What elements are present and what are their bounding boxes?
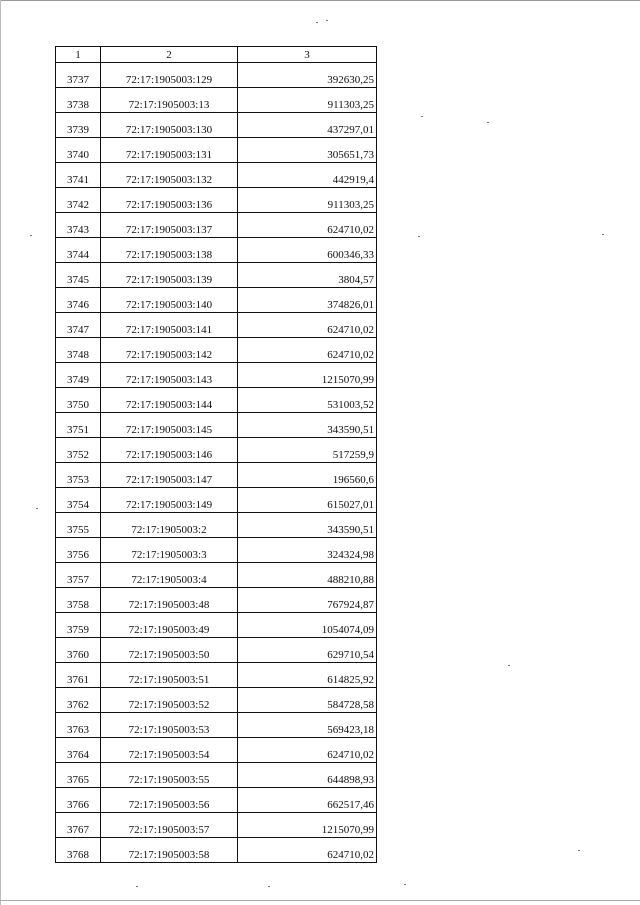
table-row	[56, 638, 377, 663]
cadastral-number: 72:17:1905003:48	[101, 588, 238, 613]
cadastral-number: 72:17:1905003:132	[101, 163, 238, 188]
cadastral-number: 72:17:1905003:136	[101, 188, 238, 213]
row-number: 3744	[56, 238, 101, 263]
table-row	[56, 688, 377, 713]
scan-edge-top	[0, 0, 640, 1]
table-row	[56, 188, 377, 213]
scan-speck	[268, 886, 270, 887]
row-number: 3762	[56, 688, 101, 713]
row-number: 3738	[56, 88, 101, 113]
table-row	[56, 663, 377, 688]
cadastral-number: 72:17:1905003:145	[101, 413, 238, 438]
column-header-cadastral: 2	[101, 47, 238, 63]
table-row	[56, 738, 377, 763]
row-number: 3747	[56, 313, 101, 338]
scan-edge-bottom	[0, 900, 640, 901]
cadastral-number: 72:17:1905003:141	[101, 313, 238, 338]
row-number: 3768	[56, 838, 101, 863]
cadastral-number: 72:17:1905003:147	[101, 463, 238, 488]
cadastral-value: 615027,01	[238, 488, 377, 513]
table-row	[56, 388, 377, 413]
table-row	[56, 63, 377, 88]
scan-speck	[602, 234, 604, 235]
cadastral-value: 624710,02	[238, 738, 377, 763]
row-number: 3755	[56, 513, 101, 538]
cadastral-value: 1215070,99	[238, 813, 377, 838]
scan-speck	[30, 235, 32, 236]
cadastral-number: 72:17:1905003:140	[101, 288, 238, 313]
cadastral-value: 624710,02	[238, 838, 377, 863]
cadastral-value: 1054074,09	[238, 613, 377, 638]
table-row	[56, 313, 377, 338]
cadastral-value-table	[55, 46, 377, 863]
row-number: 3741	[56, 163, 101, 188]
scan-speck	[508, 665, 510, 666]
table-row	[56, 238, 377, 263]
scan-speck	[326, 20, 328, 21]
scan-speck	[404, 884, 406, 885]
table-row	[56, 788, 377, 813]
cadastral-number: 72:17:1905003:146	[101, 438, 238, 463]
cadastral-number: 72:17:1905003:51	[101, 663, 238, 688]
cadastral-number: 72:17:1905003:56	[101, 788, 238, 813]
table-row	[56, 338, 377, 363]
cadastral-value: 1215070,99	[238, 363, 377, 388]
column-header-value: 3	[238, 47, 377, 63]
table-row	[56, 363, 377, 388]
cadastral-number: 72:17:1905003:143	[101, 363, 238, 388]
cadastral-value: 644898,93	[238, 763, 377, 788]
cadastral-number: 72:17:1905003:144	[101, 388, 238, 413]
table-row	[56, 163, 377, 188]
cadastral-value: 614825,92	[238, 663, 377, 688]
cadastral-number: 72:17:1905003:52	[101, 688, 238, 713]
cadastral-value: 343590,51	[238, 413, 377, 438]
cadastral-value: 3804,57	[238, 263, 377, 288]
row-number: 3766	[56, 788, 101, 813]
row-number: 3752	[56, 438, 101, 463]
cadastral-value: 911303,25	[238, 88, 377, 113]
table-row	[56, 263, 377, 288]
cadastral-number: 72:17:1905003:3	[101, 538, 238, 563]
row-number: 3754	[56, 488, 101, 513]
cadastral-value: 584728,58	[238, 688, 377, 713]
row-number: 3753	[56, 463, 101, 488]
cadastral-number: 72:17:1905003:149	[101, 488, 238, 513]
table-row	[56, 438, 377, 463]
cadastral-value: 662517,46	[238, 788, 377, 813]
scan-speck	[487, 122, 489, 123]
table-row	[56, 563, 377, 588]
scan-speck	[418, 236, 420, 237]
cadastral-value: 767924,87	[238, 588, 377, 613]
cadastral-value: 343590,51	[238, 513, 377, 538]
table-row	[56, 288, 377, 313]
cadastral-number: 72:17:1905003:137	[101, 213, 238, 238]
row-number: 3767	[56, 813, 101, 838]
row-number: 3759	[56, 613, 101, 638]
cadastral-value: 600346,33	[238, 238, 377, 263]
cadastral-value: 624710,02	[238, 313, 377, 338]
row-number: 3737	[56, 63, 101, 88]
cadastral-number: 72:17:1905003:142	[101, 338, 238, 363]
table-row	[56, 713, 377, 738]
scan-speck	[316, 22, 318, 23]
cadastral-value: 488210,88	[238, 563, 377, 588]
cadastral-value: 442919,4	[238, 163, 377, 188]
row-number: 3757	[56, 563, 101, 588]
table-row	[56, 613, 377, 638]
scan-speck	[36, 508, 38, 509]
table-row	[56, 513, 377, 538]
row-number: 3743	[56, 213, 101, 238]
row-number: 3742	[56, 188, 101, 213]
cadastral-number: 72:17:1905003:13	[101, 88, 238, 113]
row-number: 3765	[56, 763, 101, 788]
cadastral-number: 72:17:1905003:130	[101, 113, 238, 138]
row-number: 3760	[56, 638, 101, 663]
cadastral-value: 911303,25	[238, 188, 377, 213]
table-row	[56, 588, 377, 613]
table-row	[56, 488, 377, 513]
cadastral-number: 72:17:1905003:49	[101, 613, 238, 638]
cadastral-value: 517259,9	[238, 438, 377, 463]
row-number: 3745	[56, 263, 101, 288]
row-number: 3763	[56, 713, 101, 738]
cadastral-value: 624710,02	[238, 213, 377, 238]
table-row	[56, 538, 377, 563]
cadastral-value: 569423,18	[238, 713, 377, 738]
cadastral-value: 374826,01	[238, 288, 377, 313]
cadastral-value: 531003,52	[238, 388, 377, 413]
row-number: 3746	[56, 288, 101, 313]
cadastral-number: 72:17:1905003:50	[101, 638, 238, 663]
cadastral-number: 72:17:1905003:4	[101, 563, 238, 588]
table-row	[56, 763, 377, 788]
table-row	[56, 113, 377, 138]
cadastral-number: 72:17:1905003:58	[101, 838, 238, 863]
cadastral-number: 72:17:1905003:138	[101, 238, 238, 263]
cadastral-number: 72:17:1905003:55	[101, 763, 238, 788]
table-row	[56, 413, 377, 438]
cadastral-number: 72:17:1905003:2	[101, 513, 238, 538]
row-number: 3751	[56, 413, 101, 438]
table-row	[56, 138, 377, 163]
cadastral-number: 72:17:1905003:129	[101, 63, 238, 88]
cadastral-value: 624710,02	[238, 338, 377, 363]
cadastral-value: 437297,01	[238, 113, 377, 138]
row-number: 3739	[56, 113, 101, 138]
table-row	[56, 88, 377, 113]
cadastral-value: 305651,73	[238, 138, 377, 163]
cadastral-number: 72:17:1905003:57	[101, 813, 238, 838]
table-row	[56, 838, 377, 863]
row-number: 3761	[56, 663, 101, 688]
cadastral-number: 72:17:1905003:54	[101, 738, 238, 763]
column-header-number: 1	[56, 47, 101, 63]
cadastral-value: 629710,54	[238, 638, 377, 663]
table-row	[56, 213, 377, 238]
scan-speck	[421, 116, 423, 117]
scan-speck	[136, 886, 138, 887]
cadastral-number: 72:17:1905003:139	[101, 263, 238, 288]
table-row	[56, 813, 377, 838]
cadastral-number: 72:17:1905003:131	[101, 138, 238, 163]
scan-speck	[578, 850, 580, 851]
cadastral-number: 72:17:1905003:53	[101, 713, 238, 738]
table-row	[56, 463, 377, 488]
row-number: 3740	[56, 138, 101, 163]
row-number: 3764	[56, 738, 101, 763]
header-row	[56, 47, 377, 63]
cadastral-value: 324324,98	[238, 538, 377, 563]
row-number: 3756	[56, 538, 101, 563]
row-number: 3748	[56, 338, 101, 363]
cadastral-value: 196560,6	[238, 463, 377, 488]
scan-edge-left	[0, 0, 1, 905]
cadastral-value: 392630,25	[238, 63, 377, 88]
row-number: 3758	[56, 588, 101, 613]
row-number: 3750	[56, 388, 101, 413]
row-number: 3749	[56, 363, 101, 388]
